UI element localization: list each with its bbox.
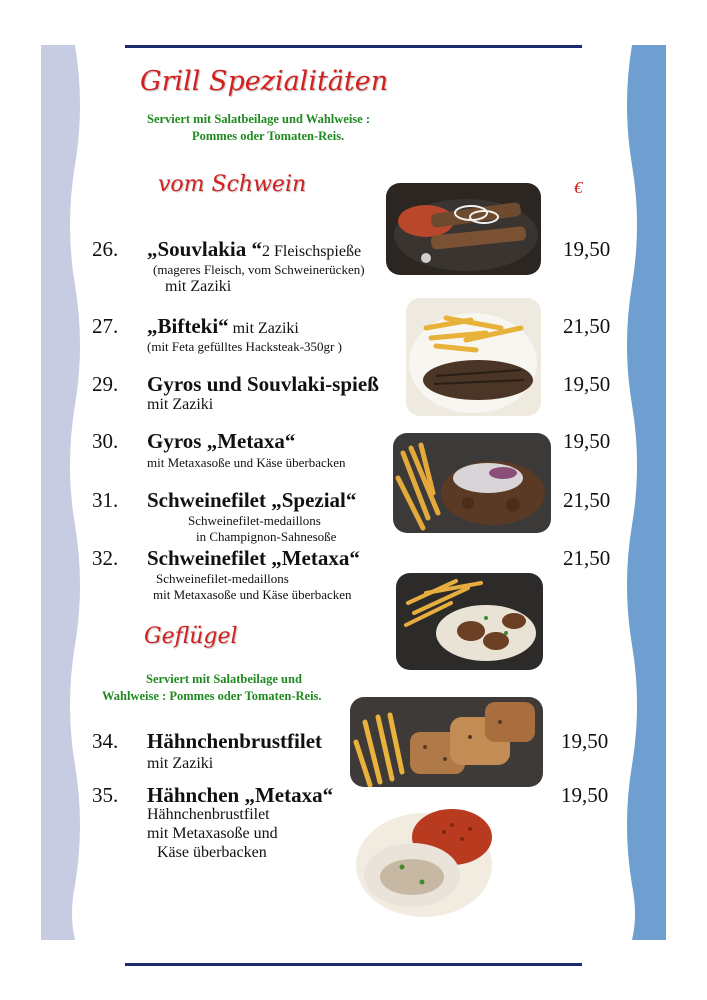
souvlakia-plate-photo xyxy=(386,183,541,275)
item-26-desc2: mit Zaziki xyxy=(165,278,232,295)
item-35-desc3: Käse überbacken xyxy=(157,844,267,861)
item-26-price: 19,50 xyxy=(563,237,611,261)
item-34-number: 34. xyxy=(92,729,119,753)
item-29-desc1: mit Zaziki xyxy=(147,396,214,413)
item-35-number: 35. xyxy=(92,783,119,807)
item-27-price: 21,50 xyxy=(563,314,611,338)
item-27-name xyxy=(147,314,299,339)
item-29-name: Gyros und Souvlaki-spieß xyxy=(147,372,379,396)
item-32-desc1: Schweinefilet-medaillons xyxy=(156,571,289,586)
item-30-desc1: mit Metaxasoße und Käse überbacken xyxy=(147,455,346,470)
item-34-name: Hähnchenbrustfilet xyxy=(147,729,323,753)
item-30-price: 19,50 xyxy=(563,429,611,453)
item-35-desc2: mit Metaxasoße und xyxy=(147,825,278,842)
item-32-name: Schweinefilet „Metaxa“ xyxy=(147,546,360,570)
poultry-section-heading: Geflügel xyxy=(144,624,238,649)
item-31-number: 31. xyxy=(92,488,119,512)
item-26-name xyxy=(147,237,361,262)
item-31-desc2: in Champignon-Sahnesoße xyxy=(196,529,337,544)
item-32-price: 21,50 xyxy=(563,546,611,570)
item-31-desc1: Schweinefilet-medaillons xyxy=(188,513,321,528)
gyros-metaxa-photo xyxy=(393,433,551,533)
item-26-title: „Souvlakia “ xyxy=(147,237,262,261)
item-35-name: Hähnchen „Metaxa“ xyxy=(147,783,334,807)
item-34-desc1: mit Zaziki xyxy=(147,755,214,772)
chicken-breast-photo xyxy=(350,697,543,787)
chicken-metaxa-photo xyxy=(352,797,497,922)
side-dish-note-line1: Serviert mit Salatbeilage und Wahlweise : xyxy=(147,112,371,126)
schweinefilet-metaxa-photo xyxy=(396,573,543,670)
item-31-price: 21,50 xyxy=(563,488,611,512)
poultry-note-line1: Serviert mit Salatbeilage und xyxy=(146,672,302,686)
right-wavy-band xyxy=(622,45,666,940)
item-26-number: 26. xyxy=(92,237,119,261)
bifteki-plate-photo xyxy=(406,298,541,416)
left-wavy-band xyxy=(41,45,85,940)
item-32-desc2: mit Metaxasoße und Käse überbacken xyxy=(153,587,352,602)
side-dish-note-line2: Pommes oder Tomaten-Reis. xyxy=(192,129,345,143)
item-32-number: 32. xyxy=(92,546,119,570)
item-30-name: Gyros „Metaxa“ xyxy=(147,429,296,453)
item-35-price: 19,50 xyxy=(561,783,609,807)
item-29-price: 19,50 xyxy=(563,372,611,396)
item-30-number: 30. xyxy=(92,429,119,453)
top-rule xyxy=(125,45,582,48)
currency-symbol: € xyxy=(574,178,583,197)
item-27-number: 27. xyxy=(92,314,119,338)
item-26-desc1: (mageres Fleisch, vom Schweinerücken) xyxy=(153,262,365,277)
item-27-desc1: (mit Feta gefülltes Hacksteak-350gr ) xyxy=(147,339,342,354)
item-34-price: 19,50 xyxy=(561,729,609,753)
item-29-number: 29. xyxy=(92,372,119,396)
bottom-rule xyxy=(125,963,582,966)
item-27-inline-note: mit Zaziki xyxy=(228,320,299,337)
item-31-name: Schweinefilet „Spezial“ xyxy=(147,488,357,512)
poultry-note-line2: Wahlweise : Pommes oder Tomaten-Reis. xyxy=(102,689,322,703)
grill-specialties-heading: Grill Spezialitäten xyxy=(140,66,389,97)
item-26-inline-note: 2 Fleischspieße xyxy=(261,243,362,260)
item-27-title: „Bifteki“ xyxy=(147,314,229,338)
pork-section-heading: vom Schwein xyxy=(158,172,307,197)
item-35-desc1: Hähnchenbrustfilet xyxy=(147,806,270,823)
